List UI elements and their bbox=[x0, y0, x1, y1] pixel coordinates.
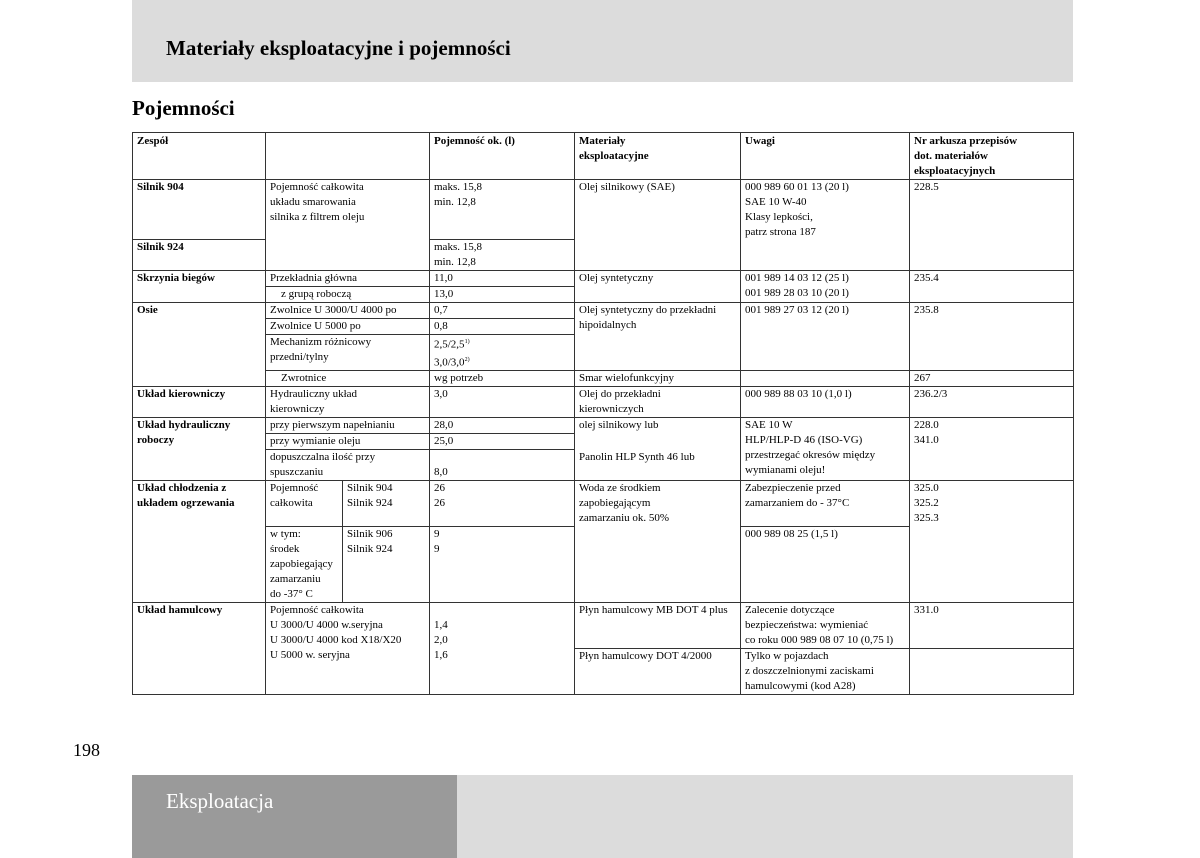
silnik-nr: 228.5 bbox=[910, 180, 1074, 271]
hydrauliczny-r1-desc: przy pierwszym napełnianiu bbox=[266, 418, 430, 434]
silnik-904-capacity: maks. 15,8 min. 12,8 bbox=[430, 180, 575, 240]
header-blank bbox=[266, 133, 430, 180]
kierowniczy-uwagi: 000 989 88 03 10 (1,0 l) bbox=[741, 387, 910, 418]
header-materialy: Materiały eksploatacyjne bbox=[575, 133, 741, 180]
zespol-hamulcowy: Układ hamulcowy bbox=[133, 603, 266, 695]
chlodzenia-r1-capacity: 26 26 bbox=[430, 481, 575, 527]
hydrauliczny-nr: 228.0 341.0 bbox=[910, 418, 1074, 481]
zespol-skrzynia: Skrzynia biegów bbox=[133, 271, 266, 303]
hydrauliczny-r2-capacity: 25,0 bbox=[430, 434, 575, 450]
hydrauliczny-r3-capacity: 8,0 bbox=[430, 450, 575, 481]
osie-material: Olej syntetyczny do przekładni hipoidalnych bbox=[575, 303, 741, 371]
chlodzenia-r1-desc: Pojemność całkowita bbox=[266, 481, 343, 527]
osie-r4-nr: 267 bbox=[910, 371, 1074, 387]
hamulcowy-material-1: Płyn hamulcowy MB DOT 4 plus bbox=[575, 603, 741, 649]
table-row bbox=[133, 303, 1074, 319]
osie-r4-desc: Zwrotnice bbox=[266, 371, 430, 387]
kierowniczy-material: Olej do przekładni kierowniczych bbox=[575, 387, 741, 418]
skrzynia-nr: 235.4 bbox=[910, 271, 1074, 303]
hydrauliczny-material-2: Panolin HLP Synth 46 lub bbox=[575, 450, 741, 481]
footer-title: Eksploatacja bbox=[166, 789, 274, 813]
osie-r2-capacity: 0,8 bbox=[430, 319, 575, 335]
skrzynia-r2-capacity: 13,0 bbox=[430, 287, 575, 303]
chlodzenia-uwagi: Zabezpieczenie przed zamarzaniem do - 37°C bbox=[741, 481, 910, 527]
hydrauliczny-r3-desc: dopuszczalna ilość przy spuszczaniu bbox=[266, 450, 430, 481]
header-uwagi: Uwagi bbox=[741, 133, 910, 180]
silnik-material: Olej silnikowy (SAE) bbox=[575, 180, 741, 271]
skrzynia-r2-desc: z grupą roboczą bbox=[266, 287, 430, 303]
osie-r3-capacity: 2,5/2,5$^{1)}$ 3,0/3,0$^{2)}$ bbox=[430, 335, 575, 371]
zespol-silnik-904: Silnik 904 bbox=[133, 180, 266, 240]
table-row bbox=[133, 603, 1074, 649]
chlodzenia-r2-uwagi: 000 989 08 25 (1,5 l) bbox=[741, 527, 910, 603]
table-row bbox=[133, 418, 1074, 434]
osie-uwagi: 001 989 27 03 12 (20 l) bbox=[741, 303, 910, 371]
skrzynia-uwagi: 001 989 14 03 12 (25 l) 001 989 28 03 10 (20 l) bbox=[741, 271, 910, 303]
table-row bbox=[133, 481, 1074, 527]
zespol-hydrauliczny: Układ hydrauliczny roboczy bbox=[133, 418, 266, 481]
zespol-kierowniczy: Układ kierowniczy bbox=[133, 387, 266, 418]
table-row bbox=[133, 180, 1074, 240]
silnik-924-capacity: maks. 15,8 min. 12,8 bbox=[430, 240, 575, 271]
hamulcowy-capacity: 1,4 2,0 1,6 bbox=[430, 603, 575, 695]
hydrauliczny-material-1: olej silnikowy lub bbox=[575, 418, 741, 450]
header-pojemnosc: Pojemność ok. (l) bbox=[430, 133, 575, 180]
hamulcowy-nr: 331.0 bbox=[910, 603, 1074, 649]
kierowniczy-desc: Hydrauliczny układ kierowniczy bbox=[266, 387, 430, 418]
footer-section-tab bbox=[132, 775, 457, 858]
header-zespol: Zespół bbox=[133, 133, 266, 180]
zespol-silnik-924: Silnik 924 bbox=[133, 240, 266, 271]
silnik-desc: Pojemność całkowita układu smarowania silnika z filtrem oleju bbox=[266, 180, 430, 271]
section-title: Pojemności bbox=[132, 96, 235, 120]
chlodzenia-r2-engines: Silnik 906 Silnik 924 bbox=[343, 527, 430, 603]
hydrauliczny-uwagi: SAE 10 W HLP/HLP-D 46 (ISO-VG) przestrzegać okresów między wymianami oleju! bbox=[741, 418, 910, 481]
table-header-row bbox=[133, 133, 1074, 180]
osie-r1-desc: Zwolnice U 3000/U 4000 po bbox=[266, 303, 430, 319]
footer-band bbox=[457, 775, 1073, 858]
kierowniczy-nr: 236.2/3 bbox=[910, 387, 1074, 418]
skrzynia-material: Olej syntetyczny bbox=[575, 271, 741, 303]
hamulcowy-uwagi-1: Zalecenie dotyczące bezpieczeństwa: wymieniać co roku 000 989 08 07 10 (0,75 l) bbox=[741, 603, 910, 649]
hamulcowy-material-2: Płyn hamulcowy DOT 4/2000 bbox=[575, 649, 741, 695]
chlodzenia-r2-capacity: 9 9 bbox=[430, 527, 575, 603]
header-band bbox=[132, 0, 1073, 82]
chlodzenia-material: Woda ze środkiem zapobiegającym zamarzaniu ok. 50% bbox=[575, 481, 741, 603]
header-nr-arkusza: Nr arkusza przepisów dot. materiałów eksploatacyjnych bbox=[910, 133, 1074, 180]
table-row bbox=[133, 271, 1074, 287]
silnik-uwagi: 000 989 60 01 13 (20 l) SAE 10 W-40 Klasy lepkości, patrz strona 187 bbox=[741, 180, 910, 271]
zespol-chlodzenia: Układ chłodzenia z układem ogrzewania bbox=[133, 481, 266, 603]
chapter-title: Materiały eksploatacyjne i pojemności bbox=[166, 36, 511, 60]
osie-r1-capacity: 0,7 bbox=[430, 303, 575, 319]
kierowniczy-capacity: 3,0 bbox=[430, 387, 575, 418]
osie-r3-desc: Mechanizm różnicowy przedni/tylny bbox=[266, 335, 430, 371]
hydrauliczny-r1-capacity: 28,0 bbox=[430, 418, 575, 434]
chlodzenia-r1-engines: Silnik 904 Silnik 924 bbox=[343, 481, 430, 527]
osie-r2-desc: Zwolnice U 5000 po bbox=[266, 319, 430, 335]
page-number: 198 bbox=[73, 740, 100, 760]
zespol-osie: Osie bbox=[133, 303, 266, 387]
osie-r4-capacity: wg potrzeb bbox=[430, 371, 575, 387]
skrzynia-r1-capacity: 11,0 bbox=[430, 271, 575, 287]
hydrauliczny-r2-desc: przy wymianie oleju bbox=[266, 434, 430, 450]
skrzynia-r1-desc: Przekładnia główna bbox=[266, 271, 430, 287]
hamulcowy-desc: Pojemność całkowita U 3000/U 4000 w.seryjna U 3000/U 4000 kod X18/X20 U 5000 w. seryjna bbox=[266, 603, 430, 695]
osie-nr: 235.8 bbox=[910, 303, 1074, 371]
hamulcowy-nr-2 bbox=[910, 649, 1074, 695]
table-row bbox=[133, 371, 1074, 387]
table-row bbox=[133, 387, 1074, 418]
capacities-table bbox=[132, 132, 1074, 695]
chlodzenia-nr: 325.0 325.2 325.3 bbox=[910, 481, 1074, 603]
osie-r4-uwagi bbox=[741, 371, 910, 387]
hamulcowy-uwagi-2: Tylko w pojazdach z doszczelnionymi zaciskami hamulcowymi (kod A28) bbox=[741, 649, 910, 695]
osie-r4-material: Smar wielofunkcyjny bbox=[575, 371, 741, 387]
chlodzenia-r2-desc: w tym: środek zapobiegający zamarzaniu do -37° C bbox=[266, 527, 343, 603]
